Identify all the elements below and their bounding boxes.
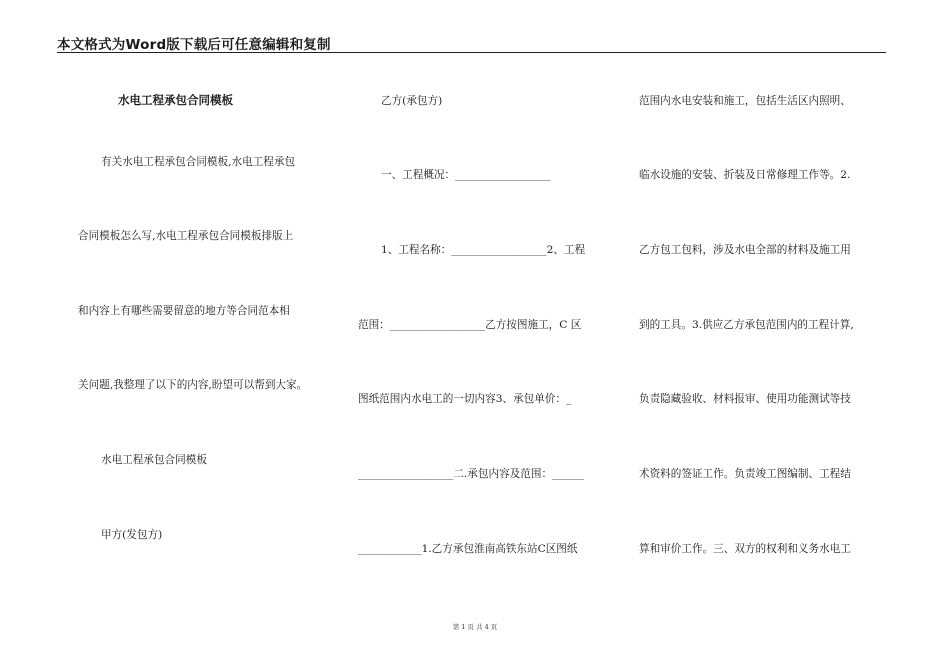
col2-line-2: 一、工程概况：__________________: [381, 169, 551, 181]
header-divider: [57, 52, 886, 53]
col2-line-7: ____________1.乙方承包淮南高铁东站C区图纸: [358, 543, 578, 555]
header-title: 本文格式为Word版下载后可任意编辑和复制: [57, 37, 331, 53]
page-header: [57, 33, 886, 53]
col3-line-2: 临水设施的安装、折装及日常修理工作等。2.: [639, 169, 851, 181]
col1-line-2: 合同模板怎么写,水电工程承包合同模板排版上: [78, 230, 294, 242]
col2-line-3: 1、工程名称：__________________2、工程: [381, 244, 586, 256]
col1-line-5: 水电工程承包合同模板: [101, 454, 207, 466]
col3-line-7: 算和审价工作。三、双方的权利和义务水电工: [639, 543, 851, 555]
page-footer: 第 1 页 共 4 页: [452, 623, 498, 631]
col2-line-4: 范围：__________________乙方按图施工，C 区: [358, 319, 582, 331]
col1-line-3: 和内容上有哪些需要留意的地方等合同范本相: [78, 305, 290, 317]
col1-line-6: 甲方(发包方): [101, 529, 163, 541]
col1-line-4: 关问题,我整理了以下的内容,盼望可以帮到大家。: [78, 379, 308, 391]
col2-line-6: __________________二.承包内容及范围：______: [358, 468, 584, 480]
document-title: 水电工程承包合同模板: [118, 93, 233, 107]
col2-line-5: 图纸范围内水电工的一切内容3、承包单价：_: [358, 393, 572, 405]
col3-line-4: 到的工具。3.供应乙方承包范围内的工程计算,: [639, 319, 854, 331]
col3-line-6: 术资料的签证工作。负责竣工图编制、工程结: [639, 468, 851, 480]
col3-line-5: 负责隐藏验收、材料报审、使用功能测试等技: [639, 393, 851, 405]
col1-line-1: 有关水电工程承包合同模板,水电工程承包: [101, 156, 296, 168]
col2-line-1: 乙方(承包方): [381, 95, 443, 107]
col3-line-3: 乙方包工包料，涉及水电全部的材料及施工用: [639, 244, 851, 256]
col3-line-1: 范围内水电安装和施工，包括生活区内照明、: [639, 95, 851, 107]
